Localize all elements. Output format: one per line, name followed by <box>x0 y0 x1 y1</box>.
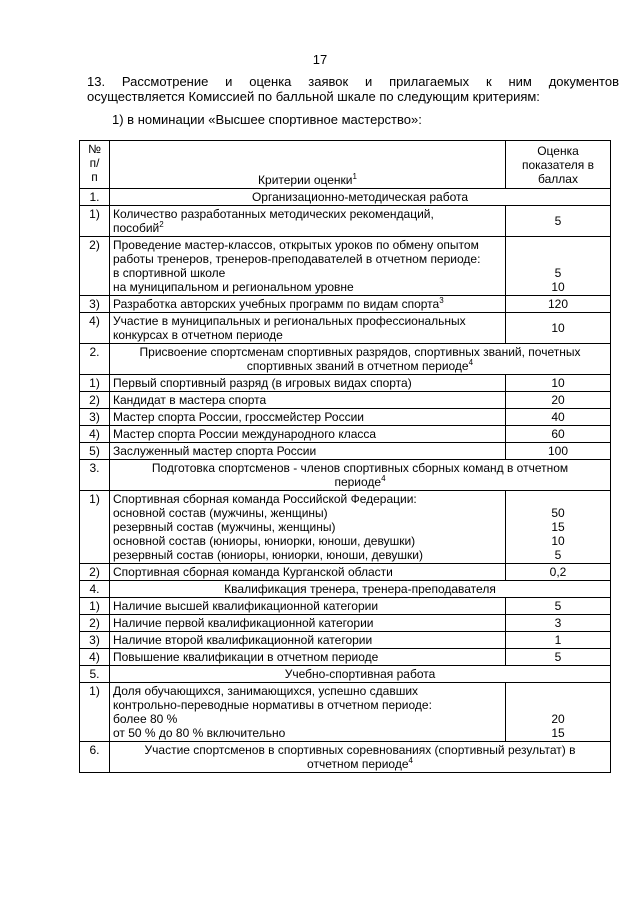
table-row: 1) Доля обучающихся, занимающихся, успешно сдавших контрольно-переводные нормативы в отчетном периоде: более 80 % от 50 % до 80 % включительно 20 15 <box>80 683 611 742</box>
section-row: 5. Учебно-спортивная работа <box>80 666 611 683</box>
table-row: 1) Количество разработанных методических рекомендаций, пособий$^2$ 5 <box>80 206 611 237</box>
criteria-table <box>79 140 611 773</box>
table-row: 2) Проведение мастер-классов, открытых уроков по обмену опытом работы тренеров, тренеров-преподавателей в отчетном периоде: в спортивной школе на муниципальном и региональном уровне 5 10 <box>80 237 611 296</box>
table-row: 4) Участие в муниципальных и региональных профессиональных конкурсах в отчетном периоде 10 <box>80 313 611 344</box>
table-row: 2) Кандидат в мастера спорта 20 <box>80 392 611 409</box>
table-row: 1) Спортивная сборная команда Российской Федерации: основной состав (мужчины, женщины) резервный состав (мужчины, женщины) основной состав (юниоры, юниорки, юноши, девушки) резервный состав (юниоры, юниорки, юноши, девушки) 50 15 10 5 <box>80 491 611 564</box>
table-row: 3) Мастер спорта России, гроссмейстер России 40 <box>80 409 611 426</box>
table-row: 1) Наличие высшей квалификационной категории 5 <box>80 598 611 615</box>
col-criteria-header: Критерии оценки$^1$ <box>110 141 506 189</box>
table-row: 1) Первый спортивный разряд (в игровых видах спорта) 10 <box>80 375 611 392</box>
table-row: 3) Наличие второй квалификационной категории 1 <box>80 632 611 649</box>
page-number: 17 <box>312 52 328 67</box>
intro-line-1: 13. Рассмотрение и оценка заявок и прилагаемых к ним документов <box>87 74 619 89</box>
table-row: 2) Наличие первой квалификационной категории 3 <box>80 615 611 632</box>
section-row: 6. Участие спортсменов в спортивных соревнованиях (спортивный результат) в отчетном периоде$^4$ <box>80 742 611 773</box>
table-row: 5) Заслуженный мастер спорта России 100 <box>80 443 611 460</box>
table-row: 2) Спортивная сборная команда Курганской области 0,2 <box>80 564 611 581</box>
intro-line-2: осуществляется Комиссией по балльной шкале по следующим критериям: <box>87 89 540 104</box>
section-row: 2. Присвоение спортсменам спортивных разрядов, спортивных званий, почетных спортивных званий в отчетном периоде$^4$ <box>80 344 611 375</box>
col-score-header: Оценка показателя в баллах <box>506 141 611 189</box>
col-number-header: № п/ п <box>80 141 110 189</box>
table-header <box>80 141 611 189</box>
table-row: 4) Мастер спорта России международного класса 60 <box>80 426 611 443</box>
nomination-line: 1) в номинации «Высшее спортивное мастерство»: <box>112 112 422 127</box>
section-row: 3. Подготовка спортсменов - членов спортивных сборных команд в отчетном периоде$^4$ <box>80 460 611 491</box>
table-row: 3) Разработка авторских учебных программ по видам спорта$^3$ 120 <box>80 296 611 313</box>
section-row: 1. Организационно-методическая работа <box>80 189 611 206</box>
section-row: 4. Квалификация тренера, тренера-преподавателя <box>80 581 611 598</box>
table-row: 4) Повышение квалификации в отчетном периоде 5 <box>80 649 611 666</box>
